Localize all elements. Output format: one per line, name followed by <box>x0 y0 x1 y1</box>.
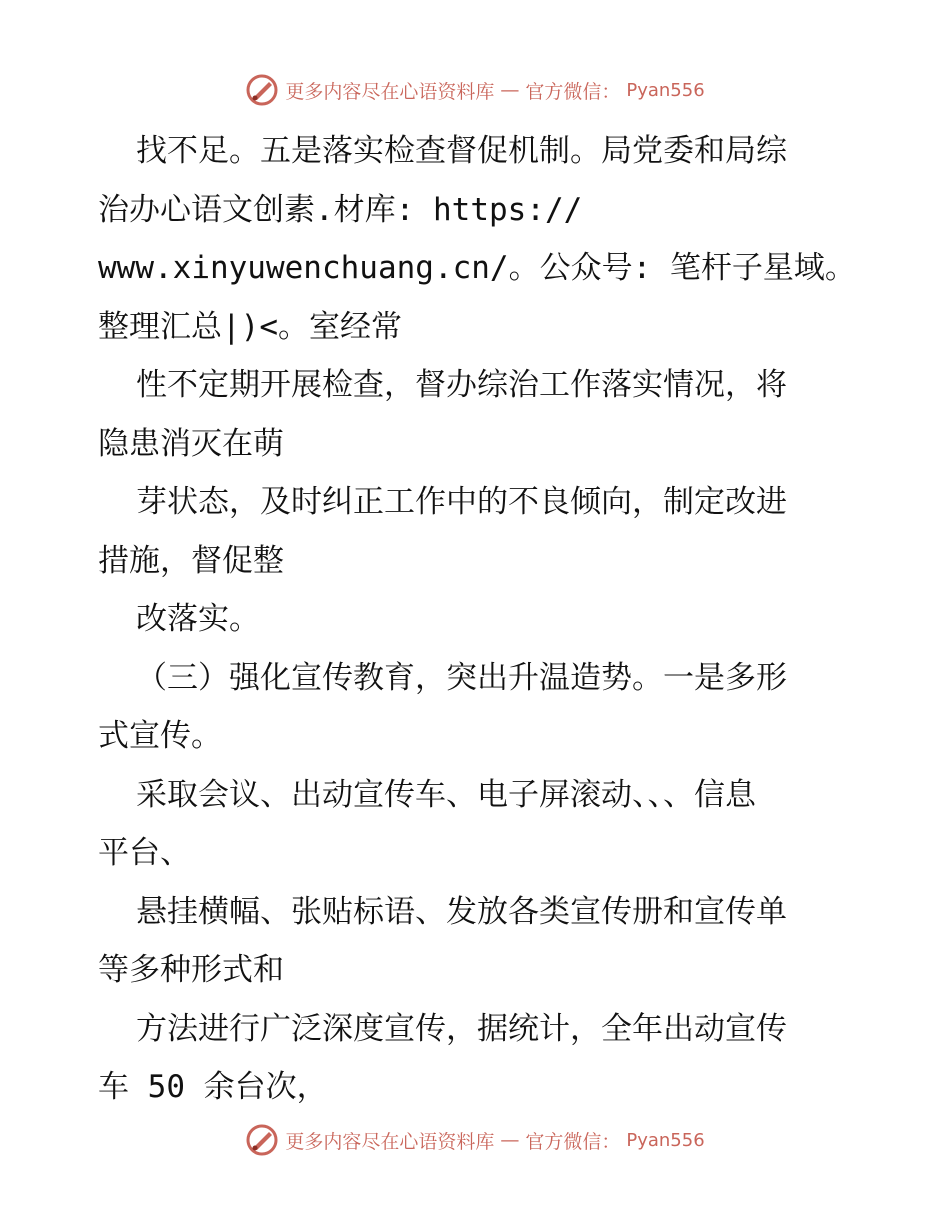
banner-official-label: 官方微信： <box>525 1130 621 1153</box>
text-line: 平台、 <box>98 835 191 871</box>
text-line: 性不定期开展检查，督办综治工作落实情况，将 <box>136 367 787 403</box>
text-line: www.xinyuwenchuang.cn/。公众号: 笔杆子星域。 <box>98 250 856 286</box>
text-line: （三）强化宣传教育，突出升温造势。一是多形 <box>136 659 787 696</box>
brush-logo-icon <box>245 1123 279 1157</box>
text-line: 措施，督促整 <box>98 542 284 579</box>
text-line: 找不足。五是落实检查督促机制。局党委和局综 <box>136 133 787 169</box>
text-line: 治办心语文创素.材库: https:// <box>98 191 583 228</box>
banner-wechat-id: Pyan556 <box>626 1129 705 1151</box>
text-line: 方法进行广泛深度宣传，据统计，全年出动宣传 <box>136 1010 787 1047</box>
text-line: 式宣传。 <box>98 718 222 754</box>
banner-wechat-id: Pyan556 <box>626 79 705 101</box>
banner-dash: — <box>500 1129 520 1151</box>
text-line: 采取会议、出动宣传车、电子屏滚动、、、信息 <box>136 776 756 813</box>
brush-logo-icon <box>245 73 279 107</box>
text-line: 车 50 余台次， <box>98 1069 328 1105</box>
banner-promo-text: 更多内容尽在心语资料库 <box>285 80 495 103</box>
text-line: 整理汇总|)<。室经常 <box>98 308 402 345</box>
header-banner <box>0 70 950 110</box>
banner-official-label: 官方微信： <box>525 80 621 103</box>
text-line: 等多种形式和 <box>98 952 284 988</box>
text-line: 芽状态，及时纠正工作中的不良倾向，制定改进 <box>136 484 787 520</box>
banner-promo-text: 更多内容尽在心语资料库 <box>285 1130 495 1153</box>
body-text <box>98 122 858 1117</box>
banner-dash: — <box>500 79 520 101</box>
text-line: 改落实。 <box>136 601 260 637</box>
footer-banner <box>0 1120 950 1160</box>
text-line: 隐患消灭在萌 <box>98 425 284 462</box>
text-line: 悬挂横幅、张贴标语、发放各类宣传册和宣传单 <box>136 893 787 930</box>
